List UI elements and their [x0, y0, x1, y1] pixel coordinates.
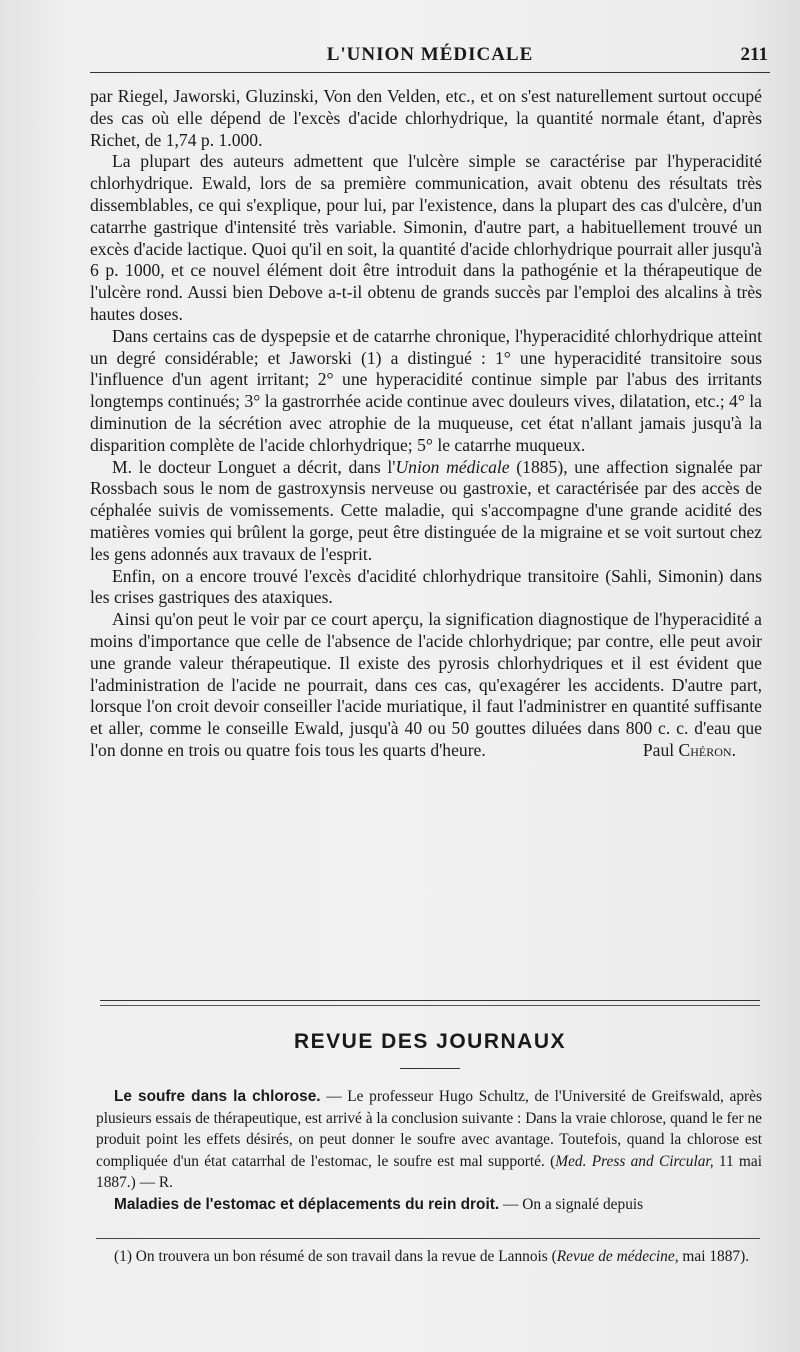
- signature-first-name: Paul: [642, 739, 679, 760]
- footnote-1-before: (1) On trouvera un bon résumé de son travail dans la revue de Lannois (: [114, 1248, 557, 1265]
- page-number: 211: [740, 44, 768, 65]
- footnote-1-journal: Revue de médecine,: [556, 1248, 679, 1265]
- review-article-2: [96, 1194, 762, 1216]
- section-title: REVUE DES JOURNAUX: [293, 1030, 567, 1053]
- paragraph-4-before: M. le docteur Longuet a décrit, dans l': [112, 456, 396, 477]
- paragraph-5: Enfin, on a encore trouvé l'excès d'acidité chlorhydrique transitoire (Sahli, Simonin) dans les crises gastriques des ataxiques.: [90, 565, 762, 608]
- journal-title-union-medicale: Union médicale: [395, 456, 510, 477]
- review-article-1-heading: Le soufre dans la chlorose.: [114, 1088, 321, 1105]
- review-article-1-source-date: 11 mai 1887.) — R.: [96, 1152, 763, 1192]
- footnote-rule: [96, 1238, 760, 1239]
- section-title-underline: [400, 1068, 460, 1069]
- review-article-1-source: Med. Press and Circular,: [555, 1152, 714, 1170]
- review-article-2-heading: Maladies de l'estomac et déplacements du rein droit.: [114, 1195, 500, 1213]
- paragraph-3: Dans certains cas de dyspepsie et de catarrhe chronique, l'hyperacidité chlorhydrique atteint un degré considérable; et Jaworski (1) a distingué : 1° une hyperacidité transitoire sous l'influence d'un agent irritant; 2° une hyperacidité continue simple par l'abus des irritants longtemps continués; 3° la gastrorrhée acide continue avec douleurs vives, dilatation, etc.; 4° la diminution de la sécrétion avec atrophie de la muqueuse, cet état n'allant jamais jusqu'à la disparition complète de l'acide chlorhydrique; 5° le catarrhe muqueux.: [90, 325, 762, 455]
- journal-review-body: [96, 1086, 762, 1216]
- footnote-1-after: mai 1887).: [678, 1248, 750, 1265]
- section-divider: [100, 1000, 760, 1006]
- running-title: L'UNION MÉDICALE: [326, 44, 534, 65]
- article-body: [90, 86, 762, 762]
- signature-last-name: Chéron.: [678, 739, 736, 760]
- paragraph-6-text: Ainsi qu'on peut le voir par ce court aperçu, la signification diagnostique de l'hyperacidité a moins d'importance que celle de l'absence de l'acide chlorhydrique; par contre, elle peut avoir une grande valeur thérapeutique. Il existe des pyrosis chlorhydriques et il est évident que l'administration de l'acide ne pourrait, dans ces cas, qu'exagérer les accidents. D'autre part, lorsque l'on croit devoir conseiller l'acide muriatique, il faut l'administrer en quantité suffisante et aller, comme le conseille Ewald, jusqu'à 40 ou 50 gouttes diluées dans 800 c. c. d'eau que l'on donne en trois ou quatre fois tous les quarts d'heure.: [90, 609, 762, 760]
- footnote-1: [96, 1246, 762, 1267]
- header-rule: [90, 72, 770, 73]
- paragraph-4: [90, 457, 762, 566]
- footnote: [96, 1246, 762, 1267]
- paragraph-2: La plupart des auteurs admettent que l'ulcère simple se caractérise par l'hyperacidité chlorhydrique. Ewald, lors de sa première communication, avait obtenu des résultats très dissemblables, ce qui s'explique, pour lui, par l'existence, dans la plupart des cas d'ulcère, d'un catarrhe gastrique d'intensité très variable. Simonin, d'autre part, a habituellement trouvé un excès d'acide lactique. Quoi qu'il en soit, la quantité d'acide chlorhydrique pourrait aller jusqu'à 6 p. 1000, et ce nouvel élément doit être introduit dans la pathogénie et la thérapeutique de l'ulcère rond. Aussi bien Debove a-t-il obtenu de grands succès par l'emploi des alcalins à très hautes doses.: [90, 151, 762, 324]
- author-signature: [621, 740, 736, 762]
- paragraph-1: par Riegel, Jaworski, Gluzinski, Von den Velden, etc., et on s'est naturellement surtout occupé des cas où elle dépend de l'excès d'acide chlorhydrique, la quantité normale étant, d'après Richet, de 1,74 p. 1.000.: [90, 86, 762, 150]
- paragraph-6: [90, 609, 762, 762]
- review-article-2-text: — On a signalé depuis: [499, 1195, 644, 1213]
- paragraph-4-after: (1885), une affection signalée par Rossbach sous le nom de gastroxynsis nerveuse ou gastroxie, et caractérisée par des accès de céphalée suivis de vomissements. Cette maladie, qui s'accompagne d'une grande acidité des matières vomies qui brûlent la gorge, peut être distinguée de la migraine et se voit surtout chez les gens adonnés aux travaux de l'esprit.: [90, 456, 763, 564]
- review-article-1-text: — Le professeur Hugo Schultz, de l'Université de Greifswald, après plusieurs essais de thérapeutique, est arrivé à la conclusion suivante : Dans la vraie chlorose, quand le fer ne produit point les effets désirés, on peut donner le soufre avec avantage. Toutefois, quand la chlorose est compliquée d'un état catarrhal de l'estomac, le soufre est mal supporté. (: [96, 1088, 762, 1170]
- review-article-1: [96, 1086, 762, 1194]
- page-header: [90, 42, 770, 74]
